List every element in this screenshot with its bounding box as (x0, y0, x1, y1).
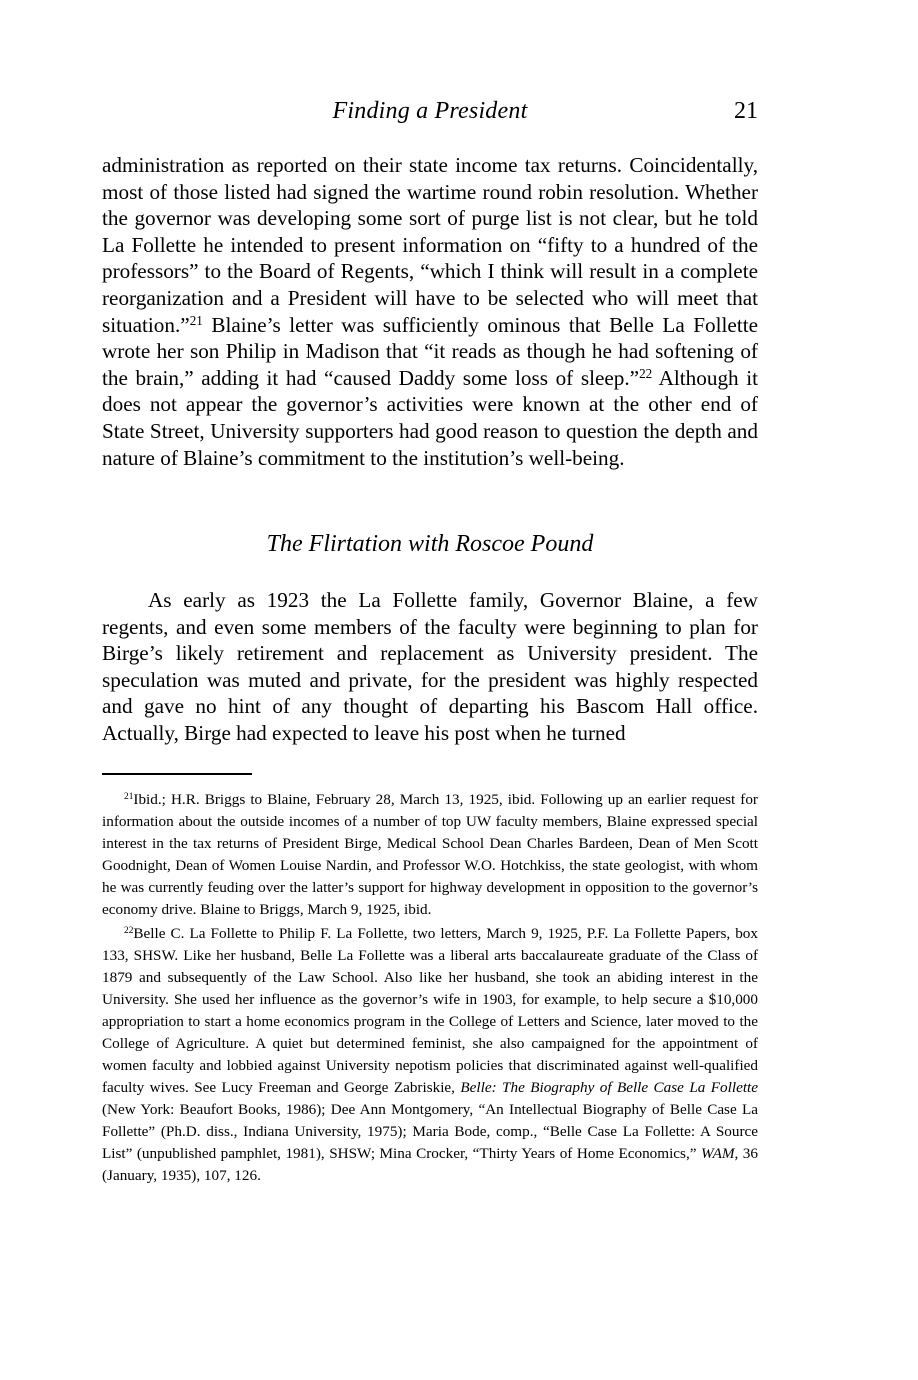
page-number: 21 (734, 98, 758, 124)
footnote-journal-title: WAM (700, 1145, 735, 1162)
section-heading: The Flirtation with Roscoe Pound (266, 531, 594, 557)
running-head-title: Finding a President (332, 98, 528, 124)
body-text-bottom (102, 587, 758, 747)
footnote-text: Ibid.; H.R. Briggs to Blaine, February 28, March 13, 1925, ibid. Following up an earlier request for information about the outside incomes of a number of top UW faculty members, Blaine expressed special interest in the tax returns of President Birge, Medical School Dean Charles Bardeen, Dean of Men Scott Goodnight, Dean of Women Louise Nardin, and Professor W.O. Hotchkiss, the state geologist, with whom he was currently feuding over the latter’s support for highway development in opposition to the governor’s economy drive. Blaine to Briggs, March 9, 1925, ibid. (102, 791, 758, 918)
footnote-text: , 36 (January, 1935), 107, 126. (102, 1145, 758, 1184)
footnote-text: Belle C. La Follette to Philip F. La Follette, two letters, March 9, 1925, P.F. La Follette Papers, box 133, SHSW. Like her husband, Belle La Follette was a liberal arts baccalaureate graduate of the Class of 1879 and subsequently of the Law School. Also like her husband, she took an abiding interest in the University. She used her influence as the governor’s wife in 1903, for example, to help secure a $10,000 appropriation to start a home economics program in the College of Letters and Science, later moved to the College of Agriculture. A quiet but determined feminist, she also campaigned for the appointment of women faculty and lobbied against University nepotism policies that discriminated against well-qualified faculty wives. See Lucy Freeman and George Zabriskie, (102, 925, 758, 1096)
footnote-book-title: Belle: The Biography of Belle Case La Follette (460, 1079, 758, 1096)
paragraph-text: Blaine’s letter was sufficiently ominous that Belle La Follette wrote her son Philip in Madison that “it reads as though he had softening of the brain,” adding it had “caused Daddy some loss of sleep.” (102, 312, 758, 390)
footnote-21 (102, 789, 758, 921)
paragraph-text: administration as reported on their state income tax returns. Coincidentally, most of those listed had signed the wartime round robin resolution. Whether the governor was developing some sort of purge list is not clear, but he told La Follette he intended to present information on “fifty to a hundred of the professors” to the Board of Regents, “which I think will result in a complete reorganization and a President will have to be selected who will meet that situation.” (102, 153, 758, 337)
paragraph: As early as 1923 the La Follette family, Governor Blaine, a few regents, and even some members of the faculty were beginning to plan for Birge’s likely retirement and replacement as University president. The speculation was muted and private, for the president was highly respected and gave no hint of any thought of departing his Bascom Hall office. Actually, Birge had expected to leave his post when he turned (102, 588, 758, 745)
running-head (102, 98, 758, 132)
footnote-number: 22 (124, 925, 134, 936)
footnote-reference: 22 (639, 365, 653, 381)
body-text-top (102, 152, 758, 471)
footnotes (102, 789, 758, 1189)
footnote-22 (102, 923, 758, 1187)
footnote-text: (New York: Beaufort Books, 1986); Dee Ann Montgomery, “An Intellectual Biography of Belle Case La Follette” (Ph.D. diss., Indiana University, 1975); Maria Bode, comp., “Belle Case La Follette: A Source List” (unpublished pamphlet, 1981), SHSW; Mina Crocker, “Thirty Years of Home Economics,” (102, 1101, 758, 1162)
footnote-reference: 21 (189, 312, 203, 328)
footnote-number: 21 (124, 791, 134, 802)
footnote-divider (102, 773, 252, 775)
paragraph (102, 152, 758, 471)
paragraph-text: Although it does not appear the governor’s activities were known at the other end of State Street, University supporters had good reason to question the depth and nature of Blaine’s commitment to the institution’s well-being. (102, 365, 758, 470)
